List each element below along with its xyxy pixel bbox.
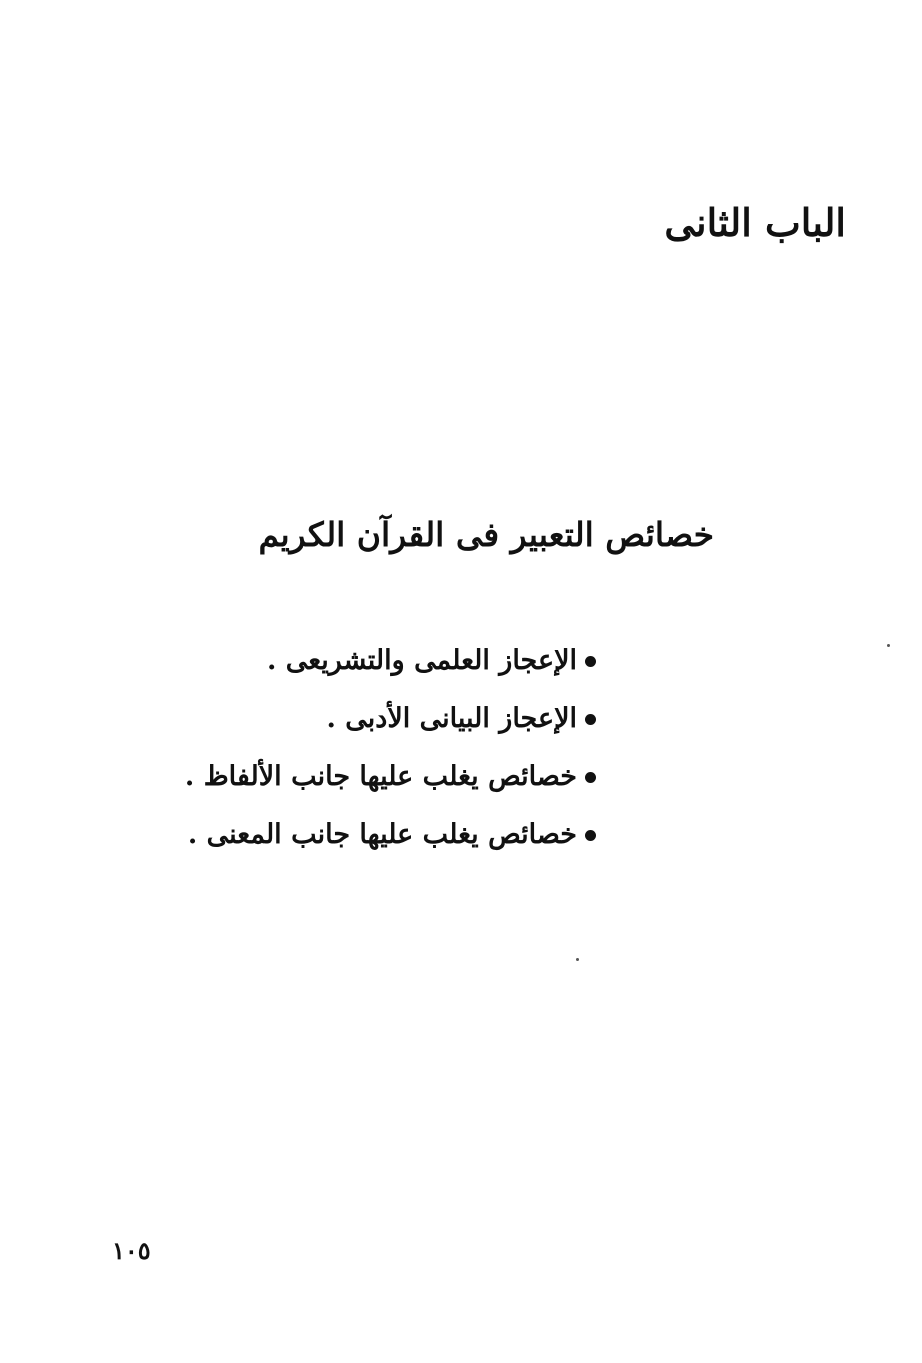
topic-label: الإعجاز البيانى الأدبى . [326,702,577,734]
bullet-icon [585,656,596,667]
list-item [185,806,596,864]
scan-speck [887,644,890,647]
chapter-title: الباب الثانى [664,200,846,245]
bullet-icon [585,772,596,783]
bullet-icon [585,714,596,725]
scan-speck [576,958,579,961]
topic-label: الإعجاز العلمى والتشريعى . [266,644,577,676]
list-item [185,632,596,690]
topic-label: خصائص يغلب عليها جانب المعنى . [187,818,577,850]
topic-label: خصائص يغلب عليها جانب الألفاظ . [184,760,577,792]
bullet-icon [585,830,596,841]
list-item [185,748,596,806]
page-number: ١٠٥ [112,1236,151,1265]
topic-list [185,632,596,864]
section-title: خصائص التعبير فى القرآن الكريم [258,515,714,554]
list-item [185,690,596,748]
